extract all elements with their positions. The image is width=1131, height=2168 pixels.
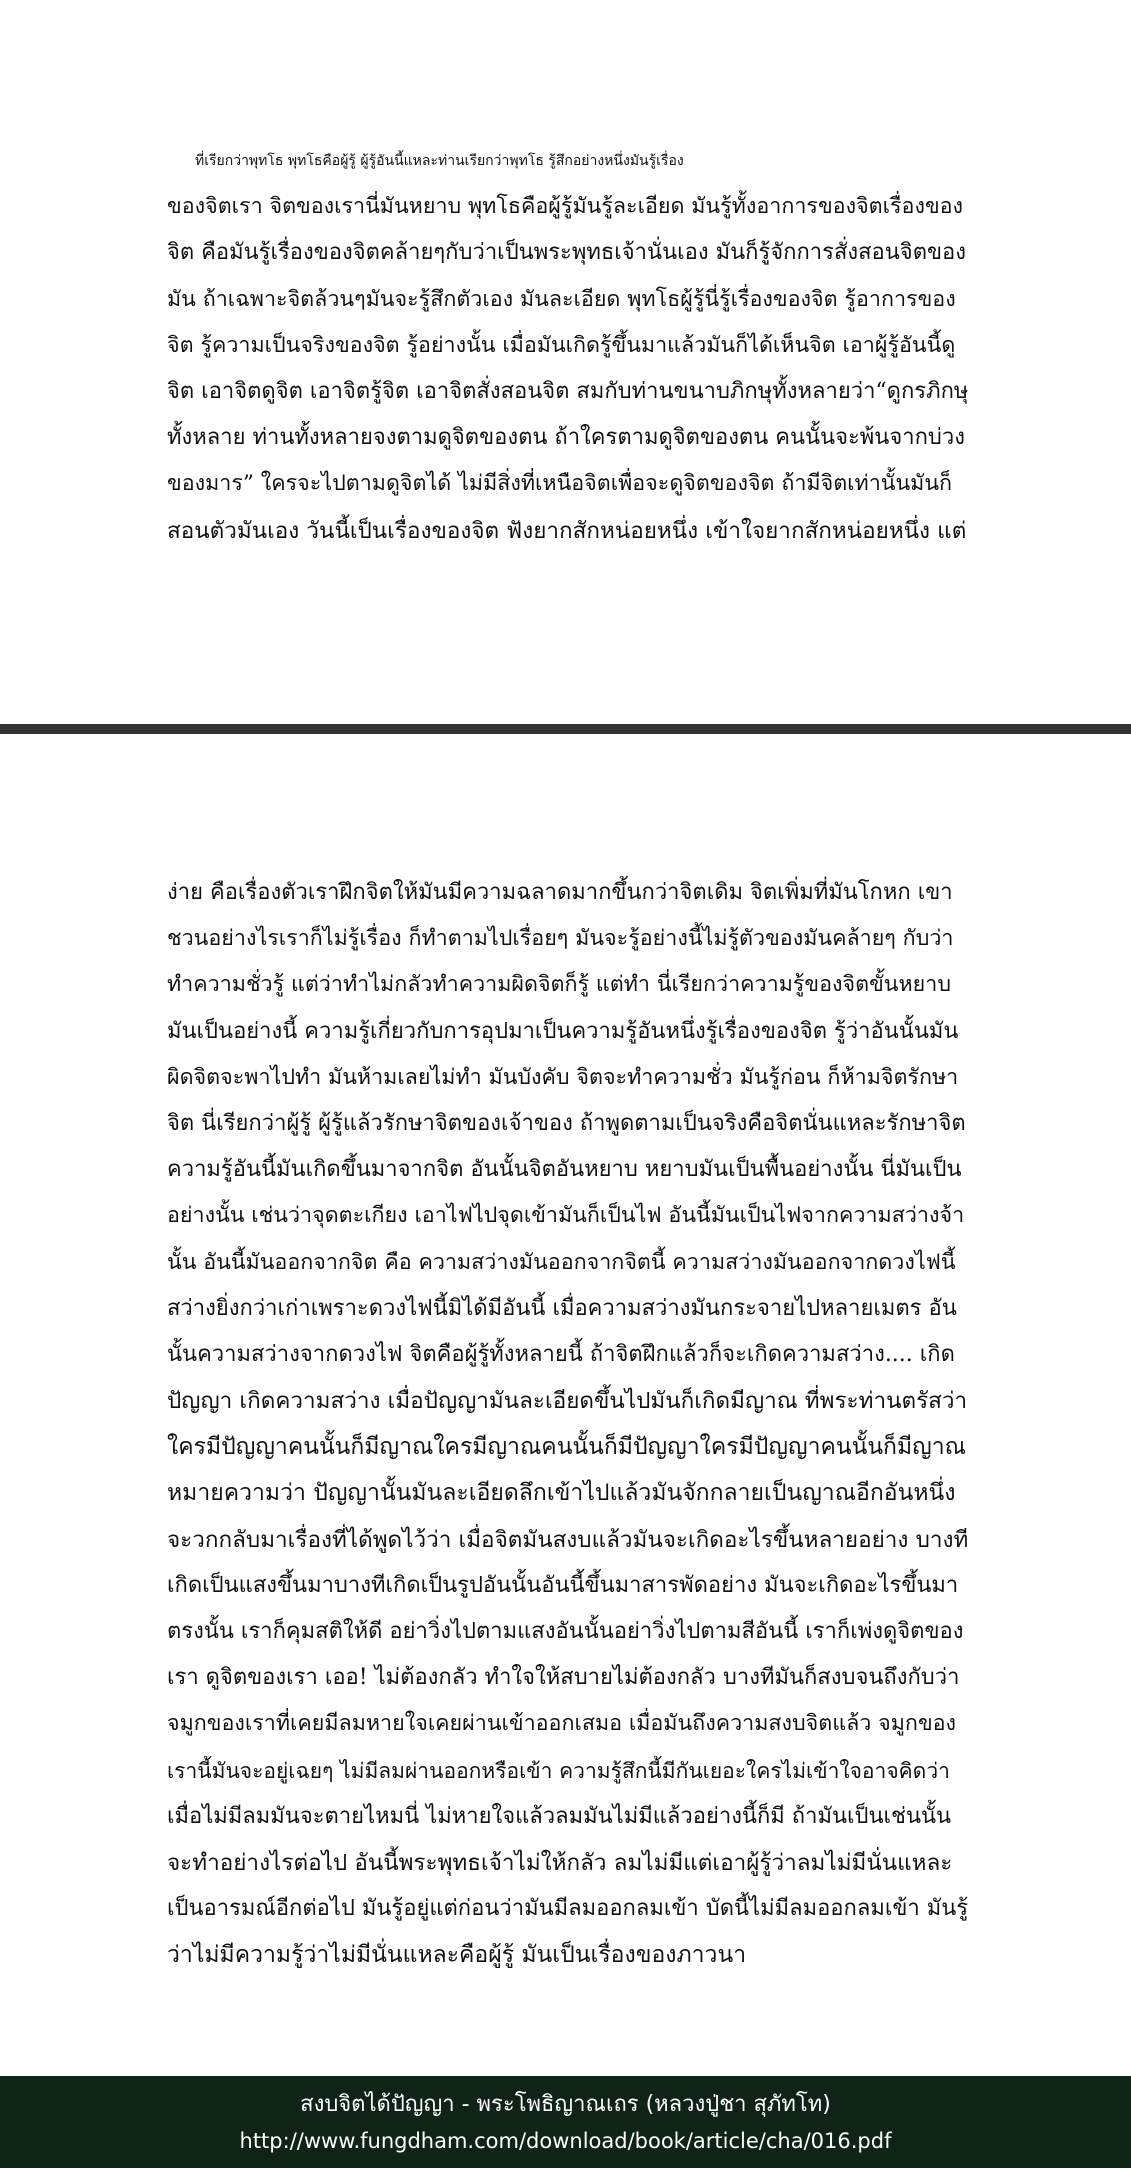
text-line: เป็นอารมณ์อีกต่อไป มันรู้อยู่แต่ก่อนว่ามันมีลมออกลมเข้า บัดนี้ไม่มีลมออกลมเข้า มันรู้: [167, 1896, 969, 1922]
text-line: นั้นความสว่างจากดวงไฟ จิตคือผู้รู้ทั้งหลายนี้ ถ้าจิตฝึกแล้วก็จะเกิดความสว่าง.... เกิด: [167, 1341, 955, 1367]
text-line: จิต คือมันรู้เรื่องของจิตคล้ายๆกับว่าเป็นพระพุทธเจ้านั่นเอง มันก็รู้จักการสั่งสอนจิตของ: [167, 240, 966, 266]
text-line: จมูกของเราที่เคยมีลมหายใจเคยผ่านเข้าออกเสมอ เมื่อมันถึงความสงบจิตแล้ว จมูกของ: [167, 1711, 957, 1737]
text-line: เกิดเป็นแสงขึ้นมาบางทีเกิดเป็นรูปอันนั้นอันนี้ขึ้นมาสารพัดอย่าง มันจะเกิดอะไรขึ้นมา: [167, 1572, 959, 1598]
text-line: ทั้งหลาย ท่านทั้งหลายจงตามดูจิตของตน ถ้าใครตามดูจิตของตน คนนั้นจะพ้นจากบ่วง: [167, 425, 965, 451]
text-line: จิต เอาจิตดูจิต เอาจิตรู้จิต เอาจิตสั่งสอนจิต สมกับท่านขนาบภิกษุทั้งหลายว่า“ดูกรภิกษุ: [167, 378, 969, 404]
text-line: เรา ดูจิตของเรา เออ! ไม่ต้องกลัว ทำใจให้สบายไม่ต้องกลัว บางทีมันก็สงบจนถึงกับว่า: [167, 1665, 960, 1691]
page-1: [0, 0, 1131, 724]
text-line: เรานี้มันจะอยู่เฉยๆ ไม่มีลมผ่านออกหรือเข้า ความรู้สึกนี้มีกันเยอะใครไม่เข้าใจอาจคิดว่า: [167, 1758, 950, 1783]
text-line: จิต รู้ความเป็นจริงของจิต รู้อย่างนั้น เมื่อมันเกิดรู้ขึ้นมาแล้วมันก็ได้เห็นจิต เอาผู้รู้อันนี้ดู: [167, 332, 956, 358]
text-line: ตรงนั้น เราก็คุมสติให้ดี อย่าวิ่งไปตามแสงอันนั้นอย่าวิ่งไปตามสีอันนี้ เราก็เพ่งดูจิตของ: [167, 1619, 964, 1644]
text-line: จะวกกลับมาเรื่องที่ได้พูดไว้ว่า เมื่อจิตมันสงบแล้วมันจะเกิดอะไรขึ้นหลายอย่าง บางที: [167, 1526, 969, 1553]
page-1-text: [167, 138, 967, 554]
text-line: ว่าไม่มีความรู้ว่าไม่มีนั่นแหละคือผู้รู้ มันเป็นเรื่องของภาวนา: [167, 1942, 747, 1969]
text-line: จิต นี่เรียกว่าผู้รู้ ผู้รู้แล้วรักษาจิตของเจ้าของ ถ้าพูดตามเป็นจริงคือจิตนั่นแหละรักษาจิต: [167, 1110, 966, 1136]
text-line: ผิดจิตจะพาไปทำ มันห้ามเลยไม่ทำ มันบังคับ จิตจะทำความชั่ว มันรู้ก่อน ก็ห้ามจิตรักษา: [167, 1064, 959, 1090]
text-line: สอนตัวมันเอง วันนี้เป็นเรื่องของจิต ฟังยากสักหน่อยหนึ่ง เข้าใจยากสักหน่อยหนึ่ง แต่: [167, 517, 967, 544]
text-line: ที่เรียกว่าพุทโธ พุทโธคือผู้รู้ ผู้รู้อันนี้แหละท่านเรียกว่าพุทโธ รู้สึกอย่างหนึ่งมันรู้เรื่อง: [195, 153, 684, 169]
text-line: มัน ถ้าเฉพาะจิตล้วนๆมันจะรู้สึกตัวเอง มันละเอียด พุทโธผู้รู้นี่รู้เรื่องของจิต รู้อาการของ: [167, 286, 956, 312]
text-line: ชวนอย่างไรเราก็ไม่รู้เรื่อง ก็ทำตามไปเรื่อยๆ มันจะรู้อย่างนี้ไม่รู้ตัวของมันคล้ายๆ กับว่า: [167, 926, 954, 952]
page-2-text: [167, 870, 967, 1979]
page-2: [0, 734, 1131, 2076]
text-line: ของมาร” ใครจะไปตามดูจิตได้ ไม่มีสิ่งที่เหนือจิตเพื่อจะดูจิตของจิต ถ้ามีจิตเท่านั้นมันก็: [167, 471, 953, 497]
text-line: อย่างนั้น เช่นว่าจุดตะเกียง เอาไฟไปจุดเข้ามันก็เป็นไฟ อันนี้มันเป็นไฟจากความสว่างจ้า: [167, 1203, 965, 1229]
text-line: ความรู้อันนี้มันเกิดขึ้นมาจากจิต อันนั้นจิตอันหยาบ หยาบมันเป็นพื้นอย่างนั้น นี่มันเป็น: [167, 1157, 962, 1183]
text-line: ปัญญา เกิดความสว่าง เมื่อปัญญามันละเอียดขึ้นไปมันก็เกิดมีญาณ ที่พระท่านตรัสว่า: [167, 1388, 968, 1415]
text-line: มันเป็นอย่างนี้ ความรู้เกี่ยวกับการอุปมาเป็นความรู้อันหนึ่งรู้เรื่องของจิต รู้ว่าอันนั้นมัน: [167, 1018, 959, 1044]
text-line: จะทำอย่างไรต่อไป อันนี้พระพุทธเจ้าไม่ให้กลัว ลมไม่มีแต่เอาผู้รู้ว่าลมไม่มีนั่นแหละ: [167, 1849, 953, 1876]
text-line: ใครมีปัญญาคนนั้นก็มีญาณใครมีญาณคนนั้นก็มีปัญญาใครมีปัญญาคนนั้นก็มีญาณ: [167, 1434, 966, 1461]
text-line: ง่าย คือเรื่องตัวเราฝึกจิตให้มันมีความฉลาดมากขึ้นกว่าจิตเดิม จิตเพิ่มที่มันโกหก เขา: [167, 880, 953, 905]
text-line: ของจิตเรา จิตของเรานี่มันหยาบ พุทโธคือผู้รู้มันรู้ละเอียด มันรู้ทั้งอาการของจิตเรื่องของ: [167, 194, 964, 220]
footer-bar: [0, 2076, 1131, 2168]
footer-url-link[interactable]: http://www.fungdham.com/download/book/article/cha/016.pdf: [239, 2129, 892, 2153]
footer-title: สงบจิตได้ปัญญา - พระโพธิญาณเถร (หลวงปู่ชา สุภัทโท): [300, 2092, 831, 2117]
page-divider: [0, 724, 1131, 734]
text-line: สว่างยิ่งกว่าเก่าเพราะดวงไฟนี้มิได้มีอันนี้ เมื่อความสว่างมันกระจายไปหลายเมตร อัน: [167, 1295, 957, 1321]
text-line: ทำความชั่วรู้ แต่ว่าทำไม่กลัวทำความผิดจิตก็รู้ แต่ทำ นี่เรียกว่าความรู้ของจิตขั้นหยาบ: [167, 972, 951, 998]
text-line: เมื่อไม่มีลมมันจะตายไหมนี่ ไม่หายใจแล้วลมมันไม่มีแล้วอย่างนี้ก็มี ถ้ามันเป็นเช่นนั้น: [167, 1803, 952, 1829]
text-line: นั้น อันนี้มันออกจากจิต คือ ความสว่างมันออกจากจิตนี้ ความสว่างมันออกจากดวงไฟนี้: [167, 1249, 956, 1275]
text-line: หมายความว่า ปัญญานั้นมันละเอียดลึกเข้าไปแล้วมันจักกลายเป็นญาณอีกอันหนึ่ง: [167, 1480, 956, 1507]
